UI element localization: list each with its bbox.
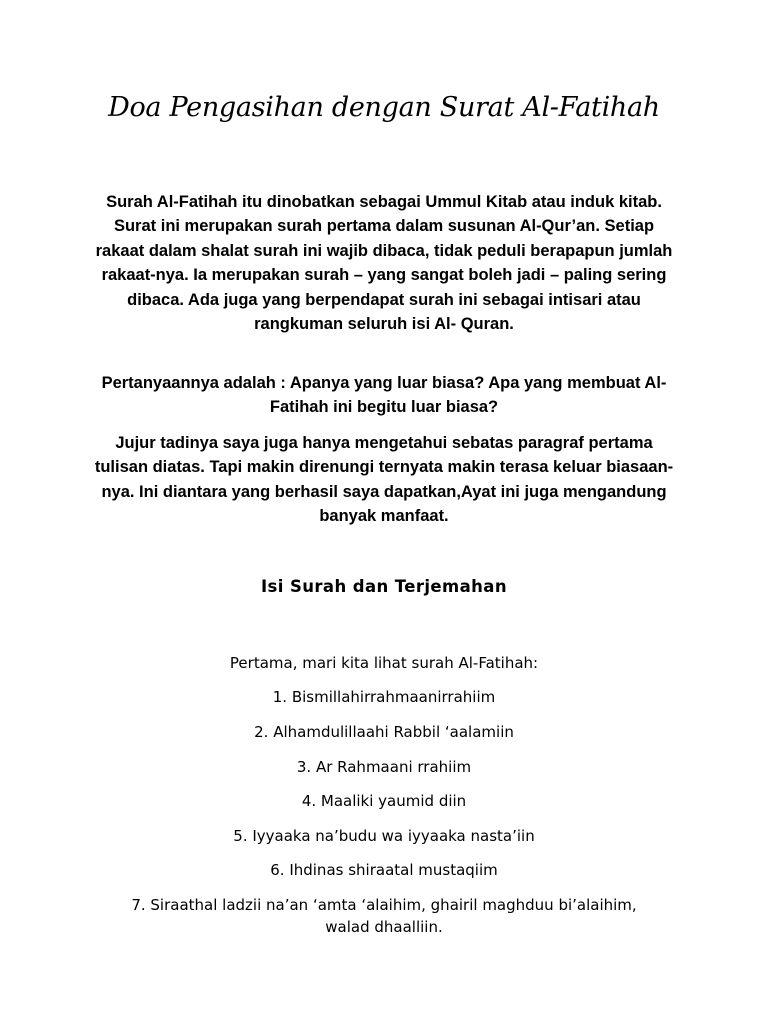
- paragraph-question: Pertanyaannya adalah : Apanya yang luar biasa? Apa yang membuat Al-Fatihah ini begitu luar biasa?: [101, 374, 667, 417]
- verse-line: 6. Ihdinas shiraatal mustaqiim: [270, 861, 498, 879]
- verse-line: 5. Iyyaaka na’budu wa iyyaaka nasta’iin: [233, 827, 535, 845]
- section-heading: Isi Surah dan Terjemahan: [261, 577, 507, 596]
- verse-line: 3. Ar Rahmaani rrahiim: [296, 758, 472, 776]
- verse-line: 4. Maaliki yaumid diin: [301, 792, 467, 810]
- verse-line: 7. Siraathal ladzii na’an ‘amta ‘alaihim, ghairil maghduu bi’alaihim, walad dhaalliin.: [131, 896, 637, 936]
- verse-line: 2. Alhamdulillaahi Rabbil ‘aalamiin: [254, 723, 514, 741]
- verse-intro: Pertama, mari kita lihat surah Al-Fatihah:: [229, 654, 539, 672]
- paragraph-intro: Surah Al-Fatihah itu dinobatkan sebagai Ummul Kitab atau induk kitab. Surat ini merupakan surah pertama dalam susunan Al-Qur’an. Setiap rakaat dalam shalat surah ini wajib dibaca, tidak peduli berapapun jumlah rakaat-nya. Ia merupakan surah – yang sangat boleh jadi – paling sering dibaca. Ada juga yang berpendapat surah ini sebagai intisari atau rangkuman seluruh isi Al- Quran.: [95, 193, 673, 334]
- paragraph-reflection: Jujur tadinya saya juga hanya mengetahui sebatas paragraf pertama tulisan diatas. Tapi makin direnungi ternyata makin terasa keluar biasaan-nya. Ini diantara yang berhasil saya dapatkan,Ayat ini juga mengandung banyak manfaat.: [94, 434, 674, 526]
- verse-line: 1. Bismillahirrahmaanirrahiim: [272, 688, 496, 706]
- document-title: Doa Pengasihan dengan Surat Al-Fatihah: [108, 92, 660, 123]
